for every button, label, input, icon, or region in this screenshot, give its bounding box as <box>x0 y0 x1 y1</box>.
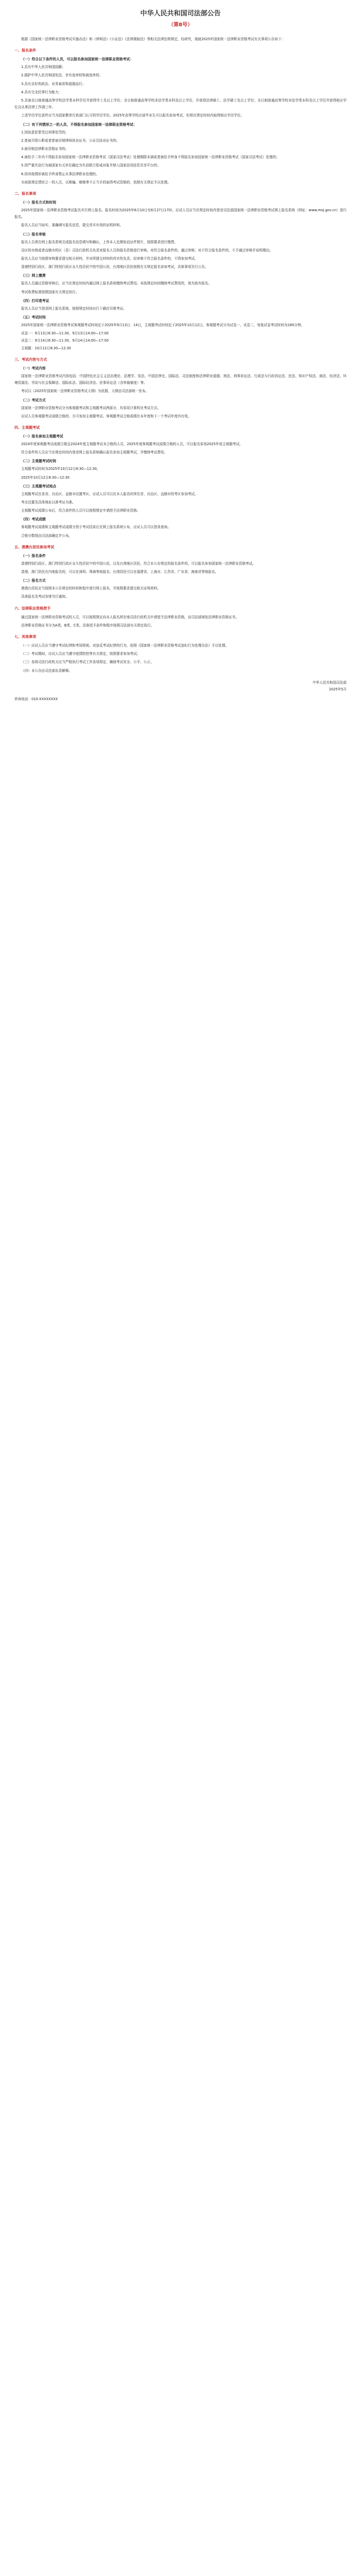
subsection-heading: （二）报名方式 <box>21 579 46 583</box>
exam-schedule <box>14 330 347 352</box>
subsection-heading: （三）主观题考试地点 <box>21 484 56 488</box>
signature-block <box>14 680 347 693</box>
paragraph: 1.因故意犯罪受过刑事处罚的； <box>21 130 69 134</box>
paragraph: 香港特别行政区、澳门特别行政区永久性居民中的中国公民，台湾地区居民按照有关规定报名参加考试，具体事项另行公告。 <box>21 265 208 269</box>
paragraph: （四）本公告由司法部负责解释。 <box>21 668 72 673</box>
announcement-body <box>14 47 347 674</box>
subsection-heading: （四）考试成绩 <box>21 517 46 522</box>
subsection-heading: （一）考试内容 <box>21 366 46 370</box>
paragraph: 国家统一法律职业资格考试内容包括：中国特色社会主义法治理论、法理学、宪法、中国法律史、国际法、司法制度和法律职业道德、刑法、刑事诉讼法、行政法与行政诉讼法、民法、知识产权法、商法、经济法、环境资源法、劳动与社会保障法、国际私法、国际经济法、民事诉讼法（含仲裁制度）等。 <box>14 374 347 385</box>
paragraph: 2024年度客观题考试成绩合格且2024年度主观题考试未合格的人员、2025年度客观题考试成绩合格的人员，可以报名参加2025年度主观题考试。 <box>21 442 243 446</box>
contact-line: 咨询电话：010-XXXXXXXX <box>14 697 58 702</box>
subsection-heading: （一）报名方式和时间 <box>21 200 56 205</box>
paragraph: 具体报名及考试安排另行通知。 <box>21 595 69 599</box>
paragraph: 3.具有良好的政治、业务素质和道德品行； <box>21 81 86 86</box>
announcement-number: （第8号） <box>168 22 193 28</box>
signature-org: 中华人民共和国司法部 <box>313 680 347 685</box>
section-heading: 四、主观题考试 <box>14 425 40 430</box>
subsection-heading: （五）考试时间 <box>21 315 46 320</box>
paragraph: 6.因其他情形被给予终身禁止从事法律职业处理的。 <box>21 172 100 176</box>
paragraph: 主观题考试在各省、自治区、直辖市设置考区，应试人员可以在本人报名时所在省、自治区、直辖市的考区参加考试。 <box>21 492 198 496</box>
section-heading: 三、考试内容与方式 <box>14 357 47 362</box>
paragraph: （一）应试人员应当遵守考试纪律和考场规则。对违反考试纪律的行为，依照《国家统一法律职业资格考试违纪行为处理办法》予以处理。 <box>21 643 229 648</box>
paragraph: 合格分数线由司法部确定并公布。 <box>21 533 72 538</box>
page-title: 中华人民共和国司法部公告 <box>140 10 221 18</box>
paragraph: 有前款规定情形之一的人员，以欺骗、贿赂等不正当手段取得考试资格的，依照有关规定予以处理。 <box>21 180 171 184</box>
schedule-row: 试卷一：9月13日8:30—11:30，9月13日14:00—17:00 <box>21 331 109 336</box>
intro-paragraph: 根据《国家统一法律职业资格考试实施办法》和《律师法》《公证法》《法律援助法》等相关法律法规规定，经研究，现就2025年国家统一法律职业资格考试有关事项公告如下： <box>21 37 285 41</box>
section-heading: 五、港澳台居民参加考试 <box>14 545 54 549</box>
paragraph: 主观题考试时间为2025年10月12日8:30—12:30。 <box>21 467 101 471</box>
paragraph: 2.曾被开除公职或者曾被吊销律师执业证书、公证员执业证书的； <box>21 138 120 143</box>
paragraph: （二）考试期间，应试人员应当遵守疫情防控等有关规定，按照要求参加考试。 <box>21 652 140 656</box>
paragraph: 香港、澳门居民在内地报名的，可以在深圳、珠海等地报名；台湾居民可以在福建省、上海市、江苏省、广东省、海南省等地报名。 <box>21 569 219 574</box>
subsection-heading: （二）考试方式 <box>21 398 46 402</box>
subsection-heading: （一）符合以下条件的人员，可以报名参加国家统一法律职业资格考试： <box>21 57 134 62</box>
subsection-heading: （三）网上缴费 <box>21 274 46 278</box>
signature-date: 2025年5月 <box>329 687 347 691</box>
paragraph: 港澳台居民应当按照本公告规定的时间和程序进行网上报名，并按照要求提交相关证明材料。 <box>21 586 161 591</box>
paragraph: 5.因严重失信行为被国家有关单位确定为失信联合惩戒对象并纳入国家信用信息共享平台的； <box>21 163 161 168</box>
paragraph: 报名人员通过资格审核后，应当在规定时间内通过网上报名系统缴纳考试费用。未按规定时间缴纳考试费用的，视为放弃报名。 <box>21 281 212 286</box>
section-heading: 二、报名事项 <box>14 192 36 196</box>
paragraph: 考试以《2025年国家统一法律职业资格考试大纲》为依据，大纲由司法部统一发布。 <box>21 389 149 394</box>
paragraph: 上述学历学位条件应当为国家教育行政部门认可的学历学位。2025年高等学校应届毕业生可以报名参加考试，但须在规定时间内取得相应学历学位。 <box>21 113 244 118</box>
subsection-heading: （一）报名参加主观题考试 <box>21 434 63 438</box>
paragraph: 2025年国家统一法律职业资格考试报名实行网上报名。报名时间为2025年6月10日至6月27日17时。应试人员应当在规定时间内登录司法部国家统一法律职业资格考试网上报名系统（网址：www.moj.gov.cn）进行报名。 <box>14 208 347 219</box>
paragraph: 5.具备全日制普通高等学校法学类本科学历并获得学士及以上学位；全日制普通高等学校非法学类本科及以上学历，并获得法律硕士、法学硕士及以上学位；全日制普通高等学校非法学类本科及以上学历并获得相应学位且从事法律工作满三年。 <box>14 98 347 110</box>
paragraph: 国家统一法律职业资格考试分为客观题考试和主观题考试两部分，均采用计算机化考试方式。 <box>21 405 161 410</box>
paragraph: 法律职业资格证书分为A类、B类、C类。具体授予条件和程序按照司法部有关规定执行。 <box>21 623 154 628</box>
paragraph: 报名人员应当登录网上报名系统，按照规定时间自行下载打印准考证。 <box>21 306 127 311</box>
section-heading: 一、报名条件 <box>14 48 36 53</box>
paragraph: 考点设置及具体地址以准考证为准。 <box>21 500 76 504</box>
paragraph: （三）各级司法行政机关应当严格执行考试工作各项规定，确保考试安全、公平、公正。 <box>21 660 154 665</box>
subsection-heading: （一）报名条件 <box>21 553 46 558</box>
paragraph: 4.被给予二年内不得报名参加国家统一法律职业资格考试（国家司法考试）处理期限未满或者被给予终身不得报名参加国家统一法律职业资格考试（国家司法考试）处理的； <box>21 155 280 160</box>
section-heading: 六、法律职业资格授予 <box>14 606 51 611</box>
paragraph: 设区的市级或者直辖市的区（县）司法行政机关负责对报名人员的报名资格进行审核。对符合报名条件的，通过审核；对不符合报名条件的，不予通过审核并说明理由。 <box>21 248 273 252</box>
paragraph: 通过国家统一法律职业资格考试的人员，可以按照规定向本人报名所在地司法行政机关申请授予法律职业资格，由司法部颁发法律职业资格证书。 <box>21 615 239 619</box>
paragraph: 2025年国家统一法律职业资格考试客观题考试时间定于2025年9月13日、14日，主观题考试时间定于2025年10月12日。客观题考试分为试卷一、试卷二，每张试卷考试时间为180分钟。 <box>21 323 305 328</box>
paragraph: 应试人员客观题考试成绩合格的，方可参加主观题考试。客观题考试合格成绩在本年度和下一个考试年度内有效。 <box>21 414 191 418</box>
paragraph: 报名人员须在网上报名系统完成报名信息填写和确认，上传本人近期免冠证件照片，按照要求进行缴费。 <box>21 240 178 244</box>
schedule-row: 试卷二：9月14日8:30—11:30，9月14日14:00—17:00 <box>21 338 109 343</box>
schedule-row: 主观题：10月12日8:30—12:30 <box>21 346 71 350</box>
paragraph: 2.拥护中华人民共和国宪法，享有选举权和被选举权； <box>21 73 103 78</box>
paragraph: 符合条件的人员应当在规定时间内登录网上报名系统确认报名参加主观题考试，并缴纳考试费用。 <box>21 450 168 455</box>
paragraph: 香港特别行政区、澳门特别行政区永久性居民中的中国公民，以及台湾地区居民，符合本公告规定的报名条件的，可以报名参加国家统一法律职业资格考试。 <box>21 561 256 566</box>
paragraph: 考试收费标准按照国家有关规定执行。 <box>21 290 79 294</box>
paragraph: 客观题考试成绩和主观题考试成绩分别于考试结束后在网上报名系统公布，应试人员可以登录查询。 <box>21 525 171 530</box>
paragraph: 2025年10月12日8:30—12:30 <box>21 475 70 480</box>
paragraph: 报名人员应当如实、准确填写报名信息，提交真实有效的证明材料。 <box>21 223 123 228</box>
paragraph: 3.被吊销法律职业资格证书的； <box>21 147 69 151</box>
subsection-heading: （二）有下列情形之一的人员，不得报名参加国家统一法律职业资格考试： <box>21 122 137 127</box>
paragraph: 报名人员应当按照审核要求提交相关材料，并对所提交材料的真实性负责。经审核不符合报名条件的，不得参加考试。 <box>21 257 198 261</box>
paragraph: 1.具有中华人民共和国国籍； <box>21 65 65 70</box>
paragraph: 4.具有完全民事行为能力； <box>21 90 62 94</box>
section-heading: 七、其他事项 <box>14 634 36 639</box>
subsection-heading: （二）报名审核 <box>21 232 46 236</box>
paragraph: 主观题考试成绩公布后，符合条件的人员可以按照规定申请授予法律职业资格。 <box>21 509 140 513</box>
subsection-heading: （二）主观题考试时间 <box>21 459 56 464</box>
subsection-heading: （四）打印准考证 <box>21 298 50 303</box>
